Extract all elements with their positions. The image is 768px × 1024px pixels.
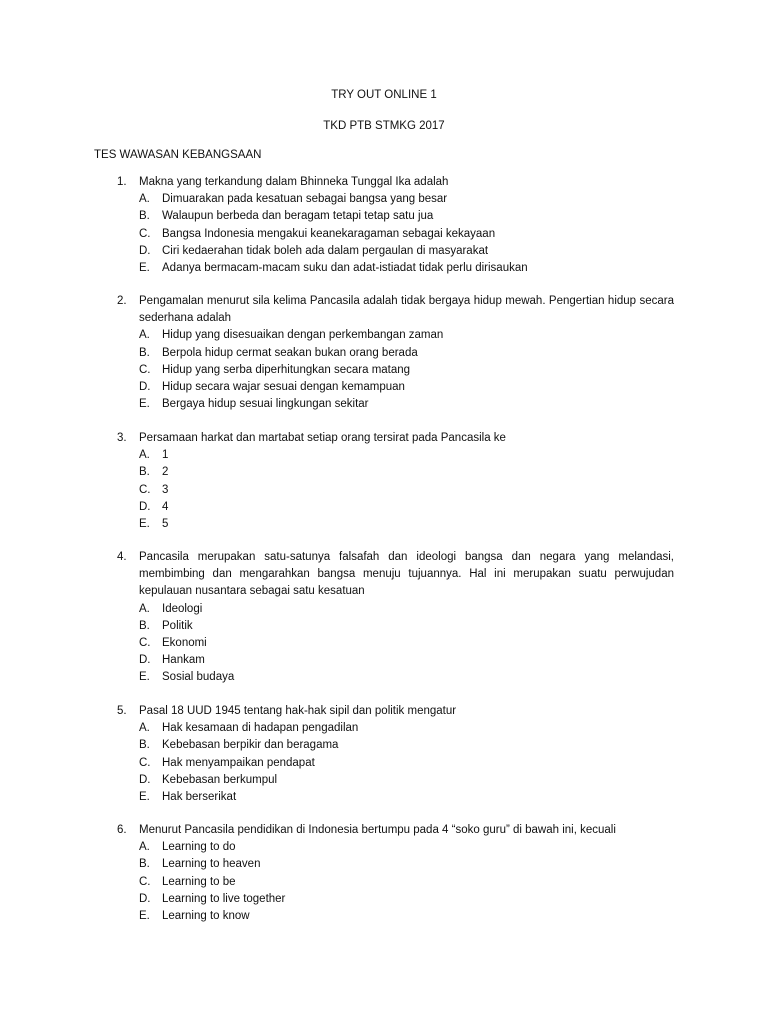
option-d [139,891,674,908]
option-letter: E. [139,791,150,804]
option-letter: A. [139,449,150,462]
option-text: Politik [162,619,193,632]
question-text: Menurut Pancasila pendidikan di Indonesia bertumpu pada 4 “soko guru” di bawah ini, kecuali [139,824,616,836]
option-letter: E. [139,518,150,531]
option-d [139,652,674,669]
option-a [139,839,674,856]
option-letter: E. [139,910,150,923]
question-4 [117,549,674,687]
option-a [139,720,674,737]
option-text: 1 [162,449,169,462]
option-text: Adanya bermacam-macam suku dan adat-istiadat tidak perlu dirisaukan [162,262,528,275]
question-text: Pasal 18 UUD 1945 tentang hak-hak sipil dan politik mengatur [139,705,457,717]
option-a [139,327,674,344]
option-text: Kebebasan berkumpul [162,773,278,786]
option-text: Walaupun berbeda dan beragam tetapi tetap satu jua [162,210,434,223]
option-e [139,908,674,925]
option-letter: D. [139,773,151,786]
question-text: Makna yang terkandung dalam Bhinneka Tunggal Ika adalah [139,176,449,188]
section-heading: TES WAWASAN KEBANGSAAN [94,149,262,161]
question-3 [117,430,674,533]
option-a [139,601,674,618]
question-6 [117,822,674,925]
option-text: Ideologi [162,602,203,615]
option-letter: E. [139,262,150,275]
option-c [139,362,674,379]
option-c [139,226,674,243]
question-text: Persamaan harkat dan martabat setiap orang tersirat pada Pancasila ke [139,432,506,444]
option-letter: B. [139,619,150,632]
option-letter: A. [139,841,150,854]
question-number: 6. [117,824,127,836]
option-list [139,327,674,413]
option-text: Learning to heaven [162,858,261,871]
option-letter: C. [139,875,151,888]
option-b [139,618,674,635]
option-letter: C. [139,637,151,650]
option-a [139,447,674,464]
option-letter: D. [139,500,151,513]
option-text: 5 [162,518,169,531]
option-letter: A. [139,329,150,342]
option-letter: A. [139,722,150,735]
option-text: Learning to know [162,910,250,923]
option-letter: B. [139,346,150,359]
option-letter: B. [139,210,150,223]
option-b [139,737,674,754]
option-b [139,464,674,481]
question-number: 1. [117,176,127,188]
option-b [139,856,674,873]
option-e [139,516,674,533]
option-text: Hidup yang serba diperhitungkan secara matang [162,363,411,376]
option-text: Sosial budaya [162,671,235,684]
option-e [139,789,674,806]
option-text: Hankam [162,654,205,667]
question-5 [117,703,674,806]
option-letter: C. [139,227,151,240]
option-text: Ciri kedaerahan tidak boleh ada dalam pergaulan di masyarakat [162,244,489,257]
option-letter: B. [139,739,150,752]
option-d [139,772,674,789]
option-text: Learning to be [162,875,236,888]
question-number: 2. [117,295,127,307]
option-list [139,601,674,687]
option-text: Berpola hidup cermat seakan bukan orang berada [162,346,418,359]
option-text: Ekonomi [162,637,207,650]
document-title: TRY OUT ONLINE 1 [331,89,437,101]
option-text: Learning to live together [162,892,286,905]
option-text: 2 [162,466,169,479]
option-letter: D. [139,244,151,257]
option-a [139,191,674,208]
question-number: 4. [117,551,127,563]
option-letter: C. [139,483,151,496]
document-subtitle: TKD PTB STMKG 2017 [323,120,445,132]
option-text: 3 [162,483,169,496]
option-c [139,635,674,652]
question-1 [117,174,674,277]
option-letter: E. [139,671,150,684]
option-list [139,447,674,533]
option-c [139,755,674,772]
option-e [139,669,674,686]
option-text: Hidup yang disesuaikan dengan perkembangan zaman [162,329,444,342]
question-2 [117,293,674,413]
option-letter: B. [139,858,150,871]
option-list [139,191,674,277]
option-list [139,720,674,806]
option-text: Bangsa Indonesia mengakui keanekaragaman sebagai kekayaan [162,227,496,240]
option-d [139,379,674,396]
option-d [139,499,674,516]
option-text: Kebebasan berpikir dan beragama [162,739,339,752]
option-letter: D. [139,381,151,394]
question-text: Pengamalan menurut sila kelima Pancasila adalah tidak bergaya hidup mewah. Pengertian hidup secara sederhana adalah [139,295,674,325]
option-letter: A. [139,193,150,206]
question-number: 5. [117,705,127,717]
option-text: Hidup secara wajar sesuai dengan kemampuan [162,381,405,394]
option-text: Hak menyampaikan pendapat [162,756,315,769]
option-letter: C. [139,756,151,769]
option-c [139,874,674,891]
option-list [139,839,674,925]
question-number: 3. [117,432,127,444]
option-letter: D. [139,654,151,667]
option-text: Hak kesamaan di hadapan pengadilan [162,722,359,735]
option-text: Learning to do [162,841,236,854]
option-letter: C. [139,363,151,376]
option-letter: A. [139,602,150,615]
option-b [139,345,674,362]
option-c [139,482,674,499]
option-text: Dimuarakan pada kesatuan sebagai bangsa yang besar [162,193,448,206]
option-e [139,396,674,413]
question-text: Pancasila merupakan satu-satunya falsafah dan ideologi bangsa dan negara yang melandasi, membimbing dan mengarahkan bangsa menuju tujuannya. Hal ini merupakan suatu perwujudan kepulauan nusantara sebagai satu kesatuan [139,551,674,598]
option-letter: D. [139,892,151,905]
option-letter: E. [139,398,150,411]
option-e [139,260,674,277]
option-b [139,208,674,225]
option-text: Bergaya hidup sesuai lingkungan sekitar [162,398,369,411]
option-text: Hak berserikat [162,791,237,804]
option-letter: B. [139,466,150,479]
option-text: 4 [162,500,169,513]
option-d [139,243,674,260]
